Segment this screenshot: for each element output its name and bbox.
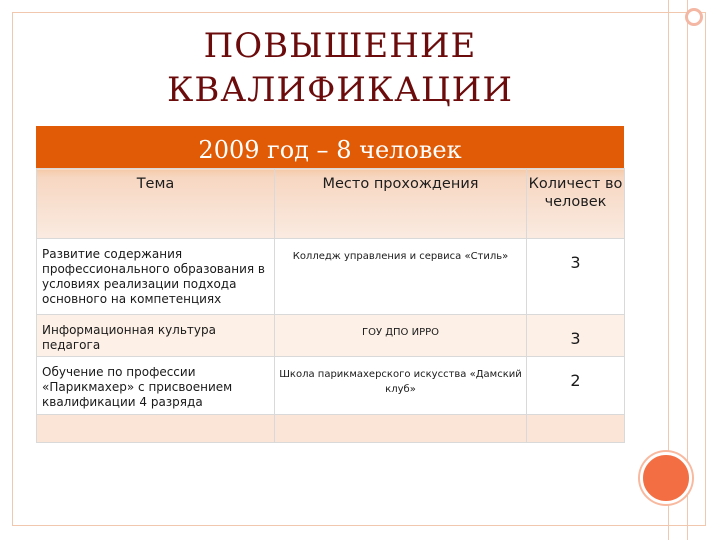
- title-line-2: КВАЛИФИКАЦИИ: [167, 70, 513, 110]
- row-place: ГОУ ДПО ИРРО: [275, 315, 527, 357]
- header-count: Количест во человек: [527, 169, 625, 239]
- title-line-1: ПОВЫШЕНИЕ: [203, 26, 477, 66]
- row-place: Колледж управления и сервиса «Стиль»: [275, 239, 527, 315]
- table-row: [37, 239, 625, 315]
- table-row-empty: [37, 415, 625, 443]
- slide-title: [120, 24, 560, 112]
- row-count: [527, 415, 625, 443]
- row-topic: [37, 415, 275, 443]
- row-topic: Обучение по профессии «Парикмахер» с присвоением квалификации 4 разряда: [37, 357, 275, 415]
- row-count: 3: [527, 315, 625, 357]
- header-topic: Тема: [37, 169, 275, 239]
- table-banner: 2009 год – 8 человек: [36, 126, 624, 168]
- row-place: [275, 415, 527, 443]
- decorative-circle: [640, 452, 692, 504]
- table-header-row: [37, 169, 625, 239]
- training-table-wrapper: [36, 126, 624, 444]
- table-row: [37, 357, 625, 415]
- corner-circle-ornament: [685, 8, 703, 26]
- training-table: [36, 168, 625, 443]
- header-place: Место прохождения: [275, 169, 527, 239]
- row-place: Школа парикмахерского искусства «Дамский клуб»: [275, 357, 527, 415]
- row-topic: Информационная культура педагога: [37, 315, 275, 357]
- table-row: [37, 315, 625, 357]
- row-count: 2: [527, 357, 625, 415]
- row-topic: Развитие содержания профессионального образования в условиях реализации подхода основного на компетенциях: [37, 239, 275, 315]
- row-count: 3: [527, 239, 625, 315]
